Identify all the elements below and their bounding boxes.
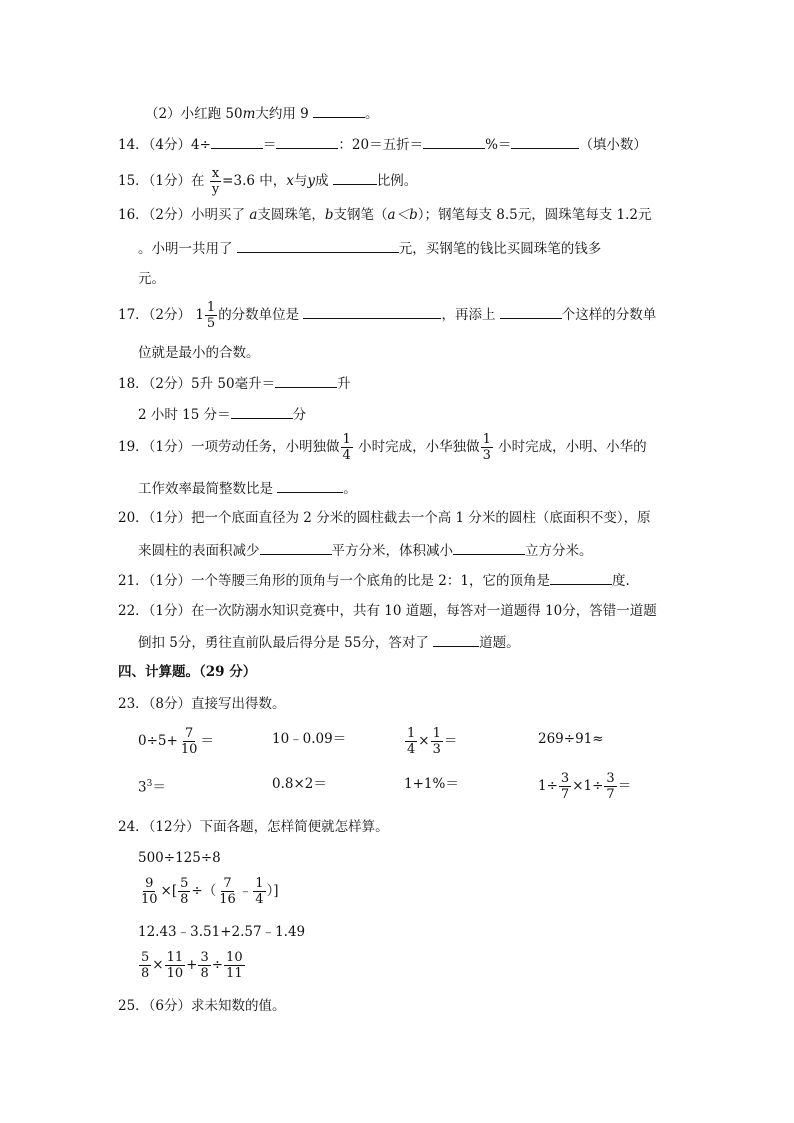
question-18-line2: 2 小时 15 分＝ 分 — [138, 404, 306, 425]
fraction: $\frac{1}{3}$ — [432, 726, 441, 757]
question-19: 19．（1分）一项劳动任务，小明独做 $\frac{1}{4}$ 小时完成，小华独做 $\frac{1}{3}$ 小时完成，小明、小华的 — [118, 432, 647, 463]
calc-item: 0.8×2＝ — [272, 776, 327, 792]
answer-blank[interactable] — [303, 304, 441, 319]
fraction: $\frac{3}{7}$ — [560, 771, 570, 802]
fraction: $\frac{3}{7}$ — [606, 771, 615, 802]
calc-item: 10﹣0.09＝ — [272, 731, 347, 747]
calc-item: 0÷5+ $\frac{7}{10}$ ＝ — [138, 726, 214, 757]
answer-blank[interactable] — [500, 304, 562, 319]
calc-problem: $\frac{9}{10}$ ×[ $\frac{5}{8}$ ÷（ $\frac{7}{16}$ ﹣ $\frac{1}{4}$ ）] — [141, 876, 279, 907]
question-19-line2: 工作效率最简整数比是 。 — [138, 478, 357, 499]
question-16-line1: 16．（2分）小明买了 a支圆珠笔，b支钢笔（a＜b）；钢笔每支 8.5元，圆珠笔每支 1.2元 — [118, 207, 652, 223]
calc-item: 269÷91≈ — [538, 731, 604, 747]
calc-item: 1÷ $\frac{3}{7}$ ×1÷ $\frac{3}{7}$ ＝ — [538, 771, 632, 802]
question-18: 18．（2分）5升 50毫升＝ 升 — [118, 373, 351, 394]
question-22: 22．（1分）在一次防溺水知识竞赛中，共有 10 道题，每答对一道题得 10分，答错一道题 — [118, 603, 657, 619]
fraction: $\frac{1}{3}$ — [482, 432, 491, 463]
answer-blank[interactable] — [313, 103, 365, 118]
question-15: 15．（1分）在 $\frac{x}{y}$ =3.6 中，x与y成 比例。 — [118, 166, 418, 197]
fraction: $\frac{10}{11}$ — [226, 950, 243, 981]
fraction: $\frac{1}{5}$ — [206, 300, 216, 331]
answer-blank[interactable] — [423, 134, 485, 149]
answer-blank[interactable] — [276, 134, 338, 149]
calc-item: $3^3=$ — [138, 779, 166, 796]
answer-blank[interactable] — [550, 570, 612, 585]
question-23-title: 23．（8分）直接写出得数。 — [118, 696, 286, 712]
answer-blank[interactable] — [277, 478, 343, 493]
question-24-title: 24．（12分）下面各题，怎样简便就怎样算。 — [118, 819, 389, 835]
fraction: $\frac{7}{10}$ — [180, 726, 198, 757]
fraction: $\frac{11}{10}$ — [166, 950, 184, 981]
question-17: 17．（2分） 1 $\frac{1}{5}$ 的分数单位是 ，再添上 个这样的分数单 — [118, 300, 657, 331]
question-22-line2: 倒扣 5分，勇往直前队最后得分是 55分，答对了 道题。 — [138, 632, 520, 653]
fraction: $\frac{1}{4}$ — [255, 876, 264, 907]
calc-problem: 500÷125÷8 — [138, 850, 221, 866]
calc-item: 1+1%＝ — [404, 776, 459, 792]
question-16-line3: 元。 — [138, 271, 165, 287]
question-14: 14．（4分）4÷ ＝ ：20＝五折＝ %＝ （填小数） — [118, 134, 647, 155]
answer-blank[interactable] — [511, 134, 579, 149]
question-16-line2: 。小明一共用了 元，买钢笔的钱比买圆珠笔的钱多 — [138, 238, 601, 259]
question-17-line2: 位就是最小的合数。 — [138, 345, 260, 361]
question-21: 21．（1分）一个等腰三角形的顶角与一个底角的比是 2：1，它的顶角是 度. — [118, 570, 630, 591]
calc-problem: $\frac{5}{8}$ × $\frac{11}{10}$ + $\frac{3}{8}$ ÷ $\frac{10}{11}$ — [141, 950, 243, 981]
answer-blank[interactable] — [237, 238, 399, 253]
fraction: $\frac{5}{8}$ — [141, 950, 150, 981]
answer-blank[interactable] — [433, 632, 479, 647]
answer-blank[interactable] — [333, 170, 377, 185]
q13-part2: （2）小红跑 50m大约用 9 。 — [145, 103, 379, 124]
fraction: $\frac{3}{8}$ — [200, 950, 209, 981]
fraction: $\frac{5}{8}$ — [180, 876, 189, 907]
answer-blank[interactable] — [231, 404, 293, 419]
question-25-title: 25．（6分）求未知数的值。 — [118, 998, 286, 1014]
fraction: $\frac{9}{10}$ — [141, 876, 158, 907]
answer-blank[interactable] — [211, 134, 263, 149]
answer-blank[interactable] — [453, 540, 525, 555]
fraction: $\frac{x}{y}$ — [211, 166, 220, 197]
calc-item: $\frac{1}{4}$ × $\frac{1}{3}$ ＝ — [407, 726, 458, 757]
answer-blank[interactable] — [260, 540, 332, 555]
question-20: 20．（1分）把一个底面直径为 2 分米的圆柱截去一个高 1 分米的圆柱（底面积不变），原 — [118, 510, 651, 526]
section-heading: 四、计算题。（29 分） — [118, 664, 257, 680]
answer-blank[interactable] — [275, 373, 337, 388]
fraction: $\frac{1}{4}$ — [407, 726, 416, 757]
question-20-line2: 来圆柱的表面积减少 平方分米，体积减小 立方分米。 — [138, 540, 593, 561]
fraction: $\frac{7}{16}$ — [219, 876, 236, 907]
calc-problem: 12.43﹣3.51+2.57﹣1.49 — [138, 924, 306, 940]
fraction: $\frac{1}{4}$ — [342, 432, 351, 463]
